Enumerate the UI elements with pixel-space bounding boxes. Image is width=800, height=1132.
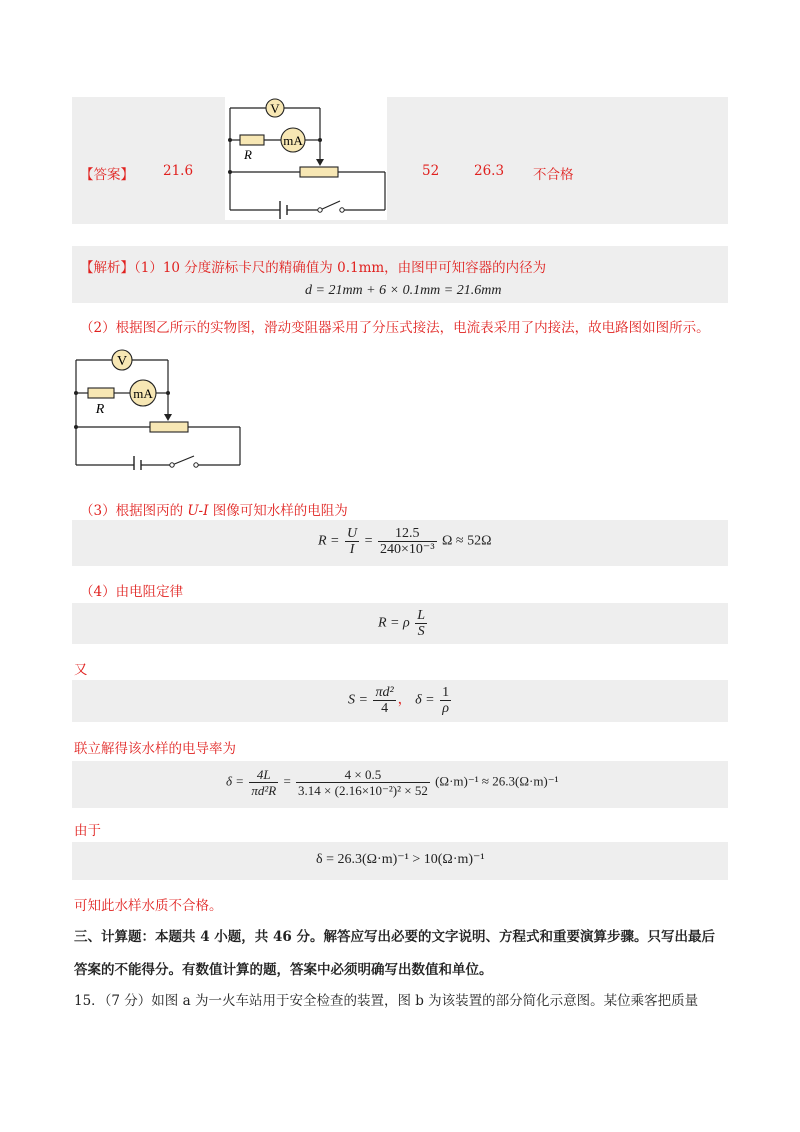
eq4-lhs: R = ρ bbox=[378, 615, 410, 631]
analysis-p1 bbox=[80, 256, 546, 276]
eq3-rhs: Ω ≈ 52Ω bbox=[442, 533, 492, 549]
answer-value-1: 21.6 bbox=[163, 163, 194, 179]
voltmeter-label-2: V bbox=[116, 354, 128, 369]
circuit-diagram-answer bbox=[225, 97, 387, 220]
eq3-f2-num: 12.5 bbox=[378, 526, 436, 542]
ammeter-label-2: mA bbox=[133, 386, 153, 401]
circuit-diagram-analysis bbox=[72, 348, 244, 470]
eq6-f1-num: 4L bbox=[249, 767, 278, 783]
eq3-f1-den: I bbox=[349, 542, 355, 557]
analysis-p3-post: 图像可知水样的电阻为 bbox=[208, 503, 348, 519]
eq4-num: L bbox=[417, 608, 426, 623]
answer-value-4: 不合格 bbox=[533, 167, 574, 183]
eq6-f1-den: πd²R bbox=[251, 783, 277, 798]
question-15: 15．（7 分）如图 a 为一火车站用于安全检查的装置，图 b 为该装置的部分简化示意图。某位乘客把质量 bbox=[74, 993, 699, 1009]
section3-line2: 答案的不能得分。有数值计算的题，答案中必须明确写出数值和单位。 bbox=[74, 962, 493, 978]
answer-value-2: 52 bbox=[422, 163, 440, 179]
eq3: R = $\frac{U}{I}$ = $\frac{12.5}{\text{240×10⁻³}}$ Ω ≈ 52Ω bbox=[318, 526, 492, 557]
eq5-num: πd² bbox=[375, 685, 394, 700]
analysis-p8: 可知此水样水质不合格。 bbox=[74, 898, 223, 914]
analysis-p4: （4）由电阻定律 bbox=[80, 584, 184, 600]
eq3-f1-num: U bbox=[347, 526, 358, 541]
analysis-p6: 联立解得该水样的电导率为 bbox=[74, 741, 236, 757]
analysis-label: 【解析】 bbox=[80, 260, 134, 276]
resistor-label: R bbox=[244, 147, 252, 162]
eq4-den: S bbox=[417, 624, 425, 639]
voltmeter-label: V bbox=[270, 101, 280, 116]
eq6: δ = $\frac{4L}{\text{πd²R}}$ = $\frac{4 \times 0.5}{\text{3.14 × (2.16×10⁻²)² × 52}}$ (Ω·m)⁻¹ ≈ 26.3(Ω·m)⁻¹ bbox=[226, 767, 559, 798]
eq4 bbox=[378, 608, 429, 639]
answer-label: 【答案】 bbox=[80, 167, 134, 183]
analysis-p3 bbox=[80, 499, 348, 519]
eq3-lhs: R = bbox=[318, 533, 340, 549]
eq3-f2-den: 240×10⁻³ bbox=[380, 542, 435, 557]
resistor-label-2: R bbox=[95, 402, 105, 417]
section3-line1: 三、计算题：本题共 4 小题，共 46 分。解答应写出必要的文字说明、方程式和重要演算步骤。只写出最后 bbox=[74, 929, 715, 945]
eq5-lhs2: δ = bbox=[415, 692, 435, 708]
eq5-num2: 1 bbox=[442, 685, 450, 700]
analysis-p3-pre: （3）根据图丙的 bbox=[80, 503, 188, 519]
analysis-p3-var: U-I bbox=[187, 503, 209, 519]
eq5-den2: ρ bbox=[442, 701, 449, 716]
eq6-f2-den: 3.14 × (2.16×10⁻²)² × 52 bbox=[298, 783, 428, 798]
eq7: δ = 26.3(Ω·m)⁻¹ > 10(Ω·m)⁻¹ bbox=[316, 852, 485, 867]
analysis-p7: 由于 bbox=[74, 823, 101, 839]
eq5-lhs: S = bbox=[348, 692, 368, 708]
eq6-lhs: δ = bbox=[226, 773, 245, 789]
analysis-p1-text: （1）10 分度游标卡尺的精确值为 0.1mm，由图甲可知容器的内径为 bbox=[134, 260, 547, 276]
eq5-sep: ， bbox=[397, 692, 412, 708]
eq6-f2-num: 4 × 0.5 bbox=[296, 767, 430, 783]
eq6-rhs: (Ω·m)⁻¹ ≈ 26.3(Ω·m)⁻¹ bbox=[435, 773, 559, 789]
eq1: d = 21mm + 6 × 0.1mm = 21.6mm bbox=[305, 283, 502, 298]
ammeter-label: mA bbox=[283, 133, 303, 148]
analysis-p2: （2）根据图乙所示的实物图，滑动变阻器采用了分压式接法，电流表采用了内接法，故电路图如图所示。 bbox=[80, 320, 710, 336]
eq5 bbox=[348, 685, 453, 716]
analysis-p5: 又 bbox=[74, 662, 88, 678]
answer-value-3: 26.3 bbox=[474, 163, 505, 179]
eq5-den: 4 bbox=[381, 701, 389, 716]
answer-shade bbox=[72, 97, 728, 224]
